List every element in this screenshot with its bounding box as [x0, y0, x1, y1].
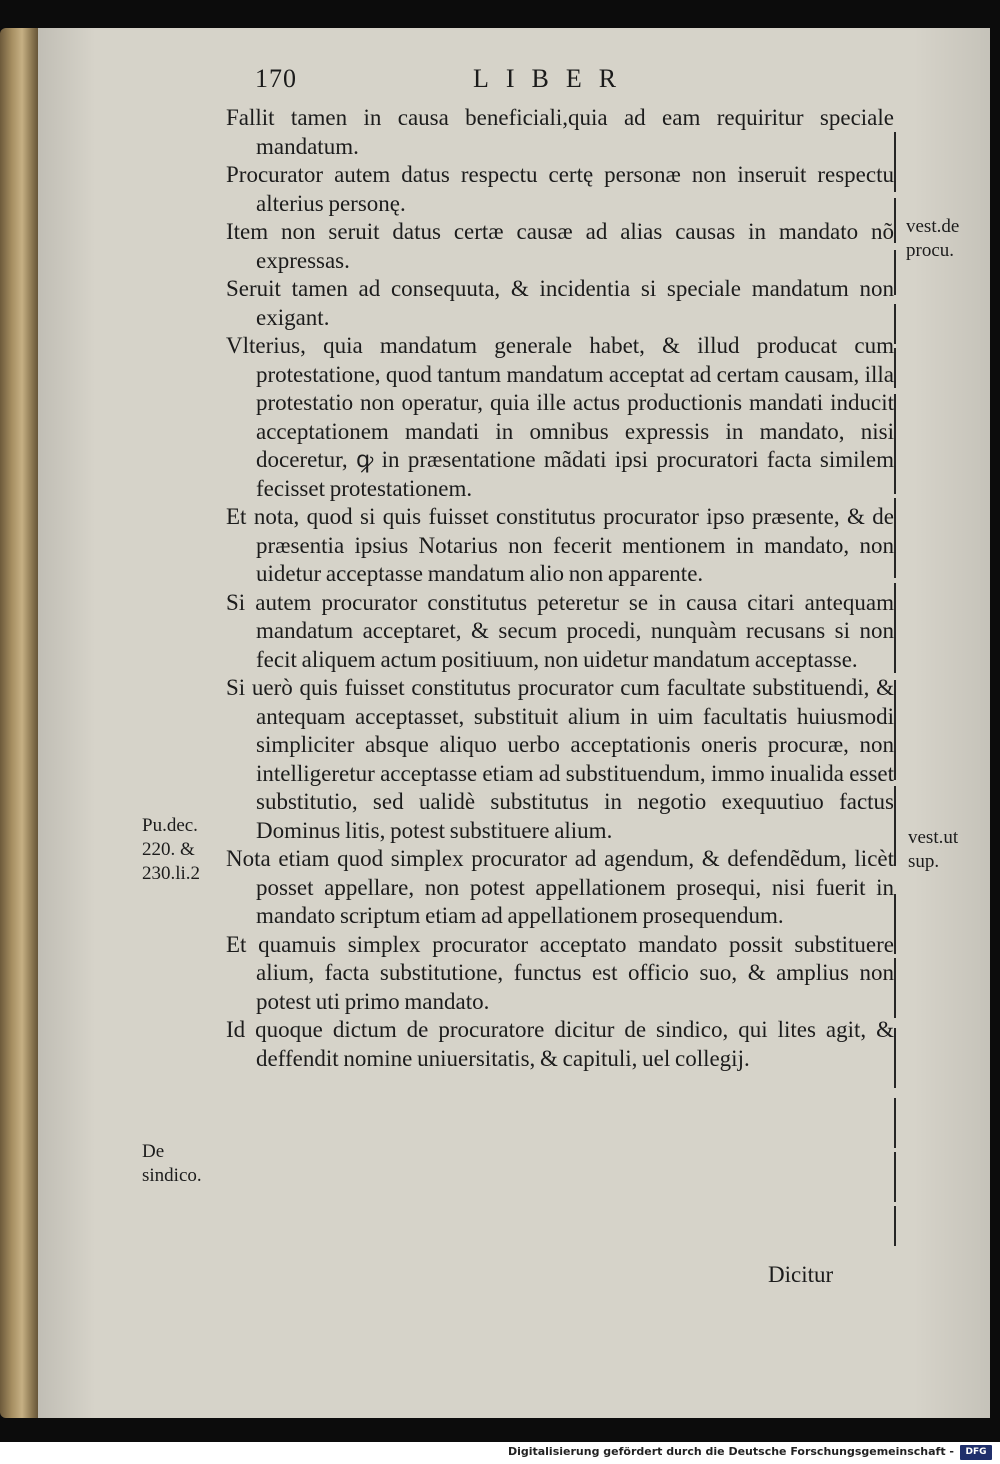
catchword: Dicitur	[768, 1262, 834, 1287]
margin-rule	[894, 1098, 896, 1148]
margin-rule	[894, 786, 896, 866]
paragraph: Procurator autem datus respectu certę personæ non inseruit respectu alterius personę.	[226, 162, 894, 216]
paragraph: Fallit tamen in causa beneficiali,quia ad eam requiritur speciale mandatum.	[226, 105, 894, 159]
margin-rule	[894, 250, 896, 295]
book-edge	[0, 28, 40, 1418]
dfg-logo-icon: DFG	[960, 1445, 992, 1460]
main-text	[226, 104, 894, 1073]
margin-rule	[894, 348, 896, 388]
page-header	[38, 64, 990, 104]
margin-note-vest-ut-sup: vest.ut sup.	[908, 827, 959, 872]
margin-rule	[894, 1152, 896, 1202]
margin-rule	[894, 394, 896, 494]
margin-rule	[894, 680, 896, 780]
book-page	[38, 28, 990, 1418]
running-head: LIBER	[473, 64, 634, 93]
margin-rule	[894, 304, 896, 344]
margin-note-vest-de-procu: vest.de procu.	[906, 216, 960, 261]
margin-rule	[894, 498, 896, 578]
margin-rule	[894, 198, 896, 243]
paragraph: Id quoque dictum de procuratore dicitur de sindico, qui lites agit, & deffendit nomine uniuersitatis, & capituli, uel collegij.	[226, 1017, 894, 1071]
margin-rule	[894, 583, 896, 673]
margin-note-de-sindico: De sindico.	[142, 1141, 202, 1186]
margin-rule	[894, 958, 896, 1018]
footer-bar	[0, 1442, 1000, 1464]
footer-credit: Digitalisierung gefördert durch die Deutsche Forschungsgemeinschaft -	[507, 1445, 954, 1458]
page-number: 170	[255, 64, 297, 93]
paragraph: Item non seruit datus certæ causæ ad alias causas in mandato nõ expressas.	[226, 219, 894, 273]
paragraph: Seruit tamen ad consequuta, & incidentia si speciale mandatum non exigant.	[226, 276, 894, 330]
paragraph: Vlterius, quia mandatum generale habet, & illud producat cum protestatione, quod tantum mandatum acceptat ad certam causam, illa protestatio non operatur, quia ille actus productionis mandati inducit acceptationem mandati in omnibus expressis in mandato, nisi doceretur, ꝙ in præsentatione mãdati ipsi procuratori facta similem fecisset protestationem.	[226, 333, 894, 501]
paragraph: Nota etiam quod simplex procurator ad agendum, & defendẽdum, licèt posset appellare, non potest appellationem prosequi, nisi fuerit in mandato scriptum etiam ad appellationem prosequendum.	[226, 846, 894, 928]
paragraph: Et nota, quod si quis fuisset constitutus procurator ipso præsente, & de præsentia ipsius Notarius non fecerit mentionem in mandato, non uidetur acceptasse mandatum alio non apparente.	[226, 504, 894, 586]
margin-rule	[894, 132, 896, 192]
margin-rule	[894, 894, 896, 954]
margin-rule	[894, 1206, 896, 1246]
paragraph: Si uerò quis fuisset constitutus procurator cum facultate substituendi, & antequam acceptasset, substituit alium in uim facultatis huiusmodi simpliciter absque aliquo uerbo acceptationis oneris procuræ, non intelligeretur acceptasse etiam ad substituendum, immo inualida esset substitutio, sed ualidè substitutus in negotio exequutiuo factus Dominus litis, potest substituere alium.	[226, 675, 894, 843]
margin-note-pu-dec: Pu.dec. 220. & 230.li.2	[142, 815, 201, 884]
paragraph: Et quamuis simplex procurator acceptato mandato possit substituere alium, facta substitutione, functus est officio suo, & amplius non potest uti primo mandato.	[226, 931, 894, 1014]
margin-rule	[894, 1028, 896, 1088]
paragraph: Si autem procurator constitutus peteretur se in causa citari antequam mandatum acceptaret, & secum procedi, nunquàm recusans si non fecit aliquem actum positiuum, non uidetur mandatum acceptasse.	[226, 589, 894, 672]
